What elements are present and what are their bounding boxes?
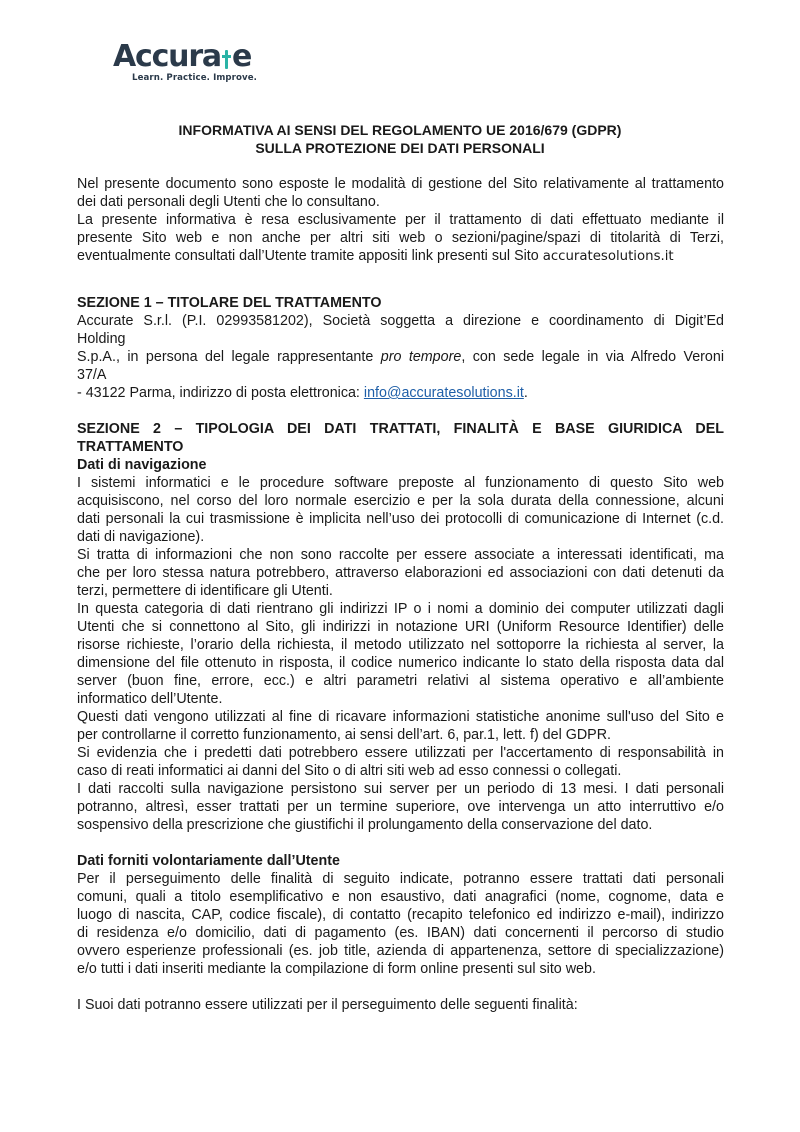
section-1-heading: SEZIONE 1 – TITOLARE DEL TRATTAMENTO (77, 295, 382, 311)
purposes-intro: I Suoi dati potranno essere utilizzati per il perseguimento delle seguenti finalità: (77, 997, 578, 1013)
paragraph (77, 744, 724, 780)
section-1-line: Holding (77, 331, 126, 347)
paragraph-line: terzi, permettere di identificare gli Utenti. (77, 583, 333, 599)
section-1-text: , con sede legale in via Alfredo Veroni (461, 349, 725, 365)
paragraph (77, 780, 724, 834)
paragraph-line: Per il perseguimento delle finalità di seguito indicate, potranno essere trattati dati personali (77, 871, 724, 887)
paragraph (77, 708, 724, 744)
email-link[interactable]: info@accuratesolutions.it (363, 385, 524, 401)
section-1 (77, 294, 724, 402)
accurate-logo (113, 39, 263, 86)
intro-line: La presente informativa è resa esclusivamente per il trattamento di dati effettuato mediante il (77, 212, 724, 228)
logo-tagline: Learn. Practice. Improve. (132, 73, 258, 83)
paragraph-line: risorse richieste, l’orario della richiesta, il metodo utilizzato nel sottoporre la richiesta al server, la (77, 637, 724, 653)
document-body (77, 175, 724, 1014)
paragraph-line: In questa categoria di dati rientrano gli indirizzi IP o i nomi a dominio dei computer utilizzati dagli (77, 601, 724, 617)
title-line-1: INFORMATIVA AI SENSI DEL REGOLAMENTO UE 2016/679 (GDPR) (178, 122, 622, 138)
logo-word-post: e (231, 39, 252, 74)
paragraph (77, 546, 724, 600)
paragraph-line: comuni, quali a titolo esemplificativo e non esaustivo, dati anagrafici (nome, cognome, data e (77, 889, 724, 905)
paragraph-line: luogo di nascita, CAP, codice fiscale), di contatto (recapito telefonico ed indirizzo e-mail), indirizzo (77, 907, 724, 923)
intro-line: dei dati personali degli Utenti che lo consultano. (77, 194, 380, 210)
paragraph (77, 870, 724, 978)
section-2-heading: TRATTAMENTO (77, 439, 184, 455)
pro-tempore-text: pro tempore (380, 349, 462, 365)
paragraph-line: acquisiscono, nel corso del loro normale esercizio e per la sola durata della connessione, alcuni (77, 493, 724, 509)
section-1-line: Accurate S.r.l. (P.I. 02993581202), Società soggetta a direzione e coordinamento di Digit’Ed (77, 313, 724, 329)
paragraph-line: per controllarne il corretto funzionamento, ai sensi dell’art. 6, par.1, lett. f) del GDPR. (77, 727, 612, 743)
section-1-line (77, 384, 724, 402)
intro-line (77, 247, 724, 266)
paragraph-line: dati di navigazione). (77, 529, 205, 545)
logo-wordmark (113, 39, 263, 74)
paragraph-line: e/o tutti i dati inseriti mediante la compilazione di form online presenti sul sito web. (77, 961, 596, 977)
paragraph-line: sospensivo della prescrizione che giustifichi il prolungamento della conservazione del dato. (77, 817, 653, 833)
site-name: accuratesolutions.it (542, 249, 674, 264)
section-1-line: 37/A (77, 367, 107, 383)
paragraph-line: Si tratta di informazioni che non sono raccolte per essere associate a interessati identificati, ma (77, 547, 724, 563)
intro-line: Nel presente documento sono esposte le modalità di gestione del Sito relativamente al trattamento (77, 176, 724, 192)
paragraph-line: I dati raccolti sulla navigazione persistono sui server per un periodo di 13 mesi. I dati personali (77, 781, 724, 797)
voluntary-data-heading: Dati forniti volontariamente dall’Utente (77, 853, 340, 869)
logo-word-pre: Accura (113, 39, 221, 74)
paragraph (77, 474, 724, 546)
paragraph-line: caso di reati informatici ai danni del Sito o di altri siti web ad esso connessi o collegati. (77, 763, 622, 779)
document-title (0, 121, 800, 157)
paragraph-line: ovvero esperienze professionali (es. job title, azienda di appartenenza, settore di specializzazione) (77, 943, 724, 959)
section-1-line (77, 348, 724, 366)
paragraph-line: che per loro stessa natura potrebbero, attraverso elaborazioni ed associazioni con dati detenuti da (77, 565, 724, 581)
intro-section (77, 175, 724, 266)
paragraph-line: I sistemi informatici e le procedure software preposte al funzionamento di questo Sito web (77, 475, 724, 491)
paragraph-line: informatico dell’Utente. (77, 691, 223, 707)
paragraph-line: server (buon fine, errore, ecc.) e altri parametri relativi al sistema operativo e all’ambiente (77, 673, 724, 689)
paragraph-line: dati personali la cui trasmissione è implicita nell’uso dei protocolli di comunicazione di Internet (c.d. (77, 511, 724, 527)
intro-line: presente Sito web e non anche per altri siti web o sezioni/pagine/spazi di titolarità di Terzi, (77, 230, 724, 246)
paragraph-line: potranno, altresì, esser trattati per un termine superiore, ove intervenga un atto interruttivo e/o (77, 799, 724, 815)
section-2 (77, 420, 724, 1014)
intro-line-text: eventualmente consultati dall’Utente tramite appositi link presenti sul Sito (77, 248, 543, 264)
paragraph-line: Utenti che si connettono al Sito, gli indirizzi in notazione URI (Uniform Resource Identifier) delle (77, 619, 724, 635)
paragraph-line: dimensione del file ottenuto in risposta, il codice numerico indicante lo stato della risposta data dal (77, 655, 724, 671)
logo-t-mark-icon (222, 50, 231, 69)
section-1-text: . (523, 385, 528, 401)
paragraph-line: Si evidenzia che i predetti dati potrebbero essere utilizzati per l'accertamento di responsabilità in (77, 745, 724, 761)
paragraph-line: Questi dati vengono utilizzati al fine di ricavare informazioni statistiche anonime sull'uso del Sito e (77, 709, 724, 725)
paragraph (77, 600, 724, 708)
section-1-text: - 43122 Parma, indirizzo di posta elettronica: (77, 385, 364, 401)
section-2-heading: SEZIONE 2 – TIPOLOGIA DEI DATI TRATTATI, FINALITÀ E BASE GIURIDICA DEL (77, 421, 724, 437)
paragraph-line: di residenza e/o domicilio, dati di pagamento (es. IBAN) dati concernenti il percorso di studio (77, 925, 724, 941)
section-1-text: S.p.A., in persona del legale rappresentante (77, 349, 381, 365)
title-line-2: SULLA PROTEZIONE DEI DATI PERSONALI (255, 140, 545, 156)
navigation-data-heading: Dati di navigazione (77, 457, 207, 473)
